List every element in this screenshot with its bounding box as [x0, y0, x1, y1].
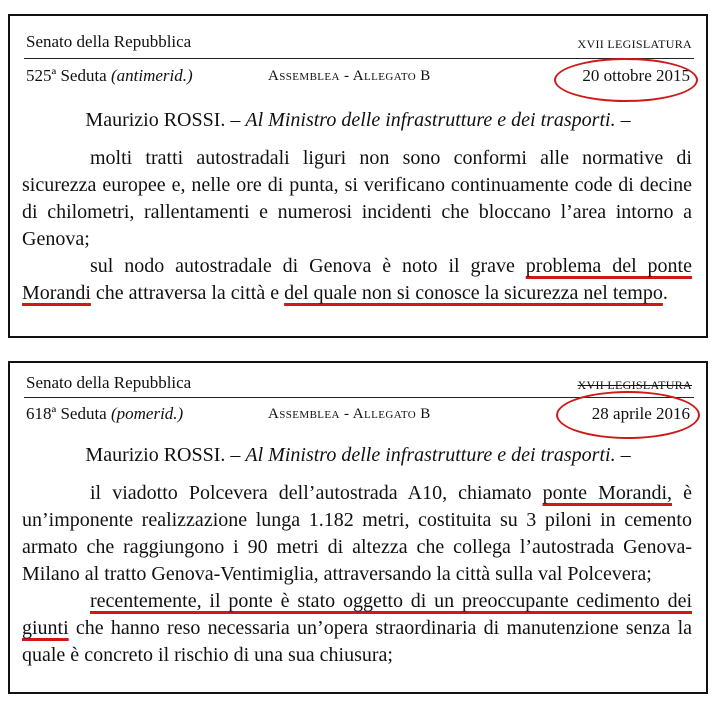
interrogation-heading: [10, 109, 706, 132]
paragraph: [22, 253, 692, 307]
interrogation-heading: [10, 444, 706, 467]
session-type: (antimerid.): [110, 66, 193, 85]
legislature-label: XVII LEGISLATURA: [577, 37, 692, 51]
text-run: è un’imponente realizzazione lunga 1.182 metri, costituita su 3 piloni in cemento armato che raggiungono i 90 metri di altezza che collega l’autostrada Genova-Milano al tratto Genova-Ventimiglia, attraversando la città sulla val Polcevera;: [22, 482, 692, 585]
document-excerpt-2: [8, 361, 708, 694]
session-type: (pomerid.): [110, 404, 184, 423]
paragraph: molti tratti autostradali liguri non sono conformi alle normative di sicurezza europee e, nelle ore di punta, si verificano continuamente code di decine di chilometri, rallentamenti e numerosi incidenti che bloccano l’area intorno a Genova;: [22, 147, 692, 250]
highlighted-text: recentemente, il ponte è stato oggetto di un preoccupante cedimento dei giunti: [22, 590, 692, 639]
highlighted-text: problema del ponte Morandi: [22, 255, 692, 304]
senate-header: Senato della Repubblica: [26, 32, 192, 51]
text-run: sul nodo autostradale di Genova è noto il grave: [90, 255, 526, 277]
text-run: che hanno reso necessaria un’opera straordinaria di manutenzione senza la quale è concreto il rischio di una sua chiusura;: [22, 617, 692, 666]
session-label: [26, 66, 193, 86]
highlighted-text: ponte Morandi,: [542, 482, 673, 504]
header-divider: [24, 397, 694, 398]
session-number: 525ª Seduta: [26, 66, 107, 85]
addressee: Al Ministro delle infrastrutture e dei trasporti. –: [245, 444, 631, 466]
senator-name: Maurizio ROSSI. –: [85, 444, 241, 466]
addressee: Al Ministro delle infrastrutture e dei trasporti. –: [245, 109, 631, 131]
interrogation-body: [22, 145, 692, 307]
assembly-label: Assemblea - Allegato B: [268, 68, 431, 84]
senate-header: Senato della Repubblica: [26, 373, 192, 392]
legislature-label: XVII LEGISLATURA: [577, 378, 692, 392]
highlighted-text: del quale non si conosce la sicurezza nel tempo: [284, 282, 663, 304]
text-run: che attraversa la città e: [90, 282, 285, 304]
senator-name: Maurizio ROSSI. –: [85, 109, 241, 131]
text-run: .: [662, 282, 668, 304]
document-excerpt-1: [8, 14, 708, 338]
assembly-label: Assemblea - Allegato B: [268, 406, 431, 422]
session-date: 28 aprile 2016: [591, 404, 690, 423]
paragraph: [22, 588, 692, 669]
text-run: il viadotto Polcevera dell’autostrada A10, chiamato: [90, 482, 543, 504]
session-number: 618ª Seduta: [26, 404, 107, 423]
session-label: [26, 404, 183, 424]
session-date: 20 ottobre 2015: [582, 66, 690, 85]
paragraph: [22, 480, 692, 588]
header-divider: [24, 58, 694, 59]
interrogation-body: [22, 480, 692, 669]
